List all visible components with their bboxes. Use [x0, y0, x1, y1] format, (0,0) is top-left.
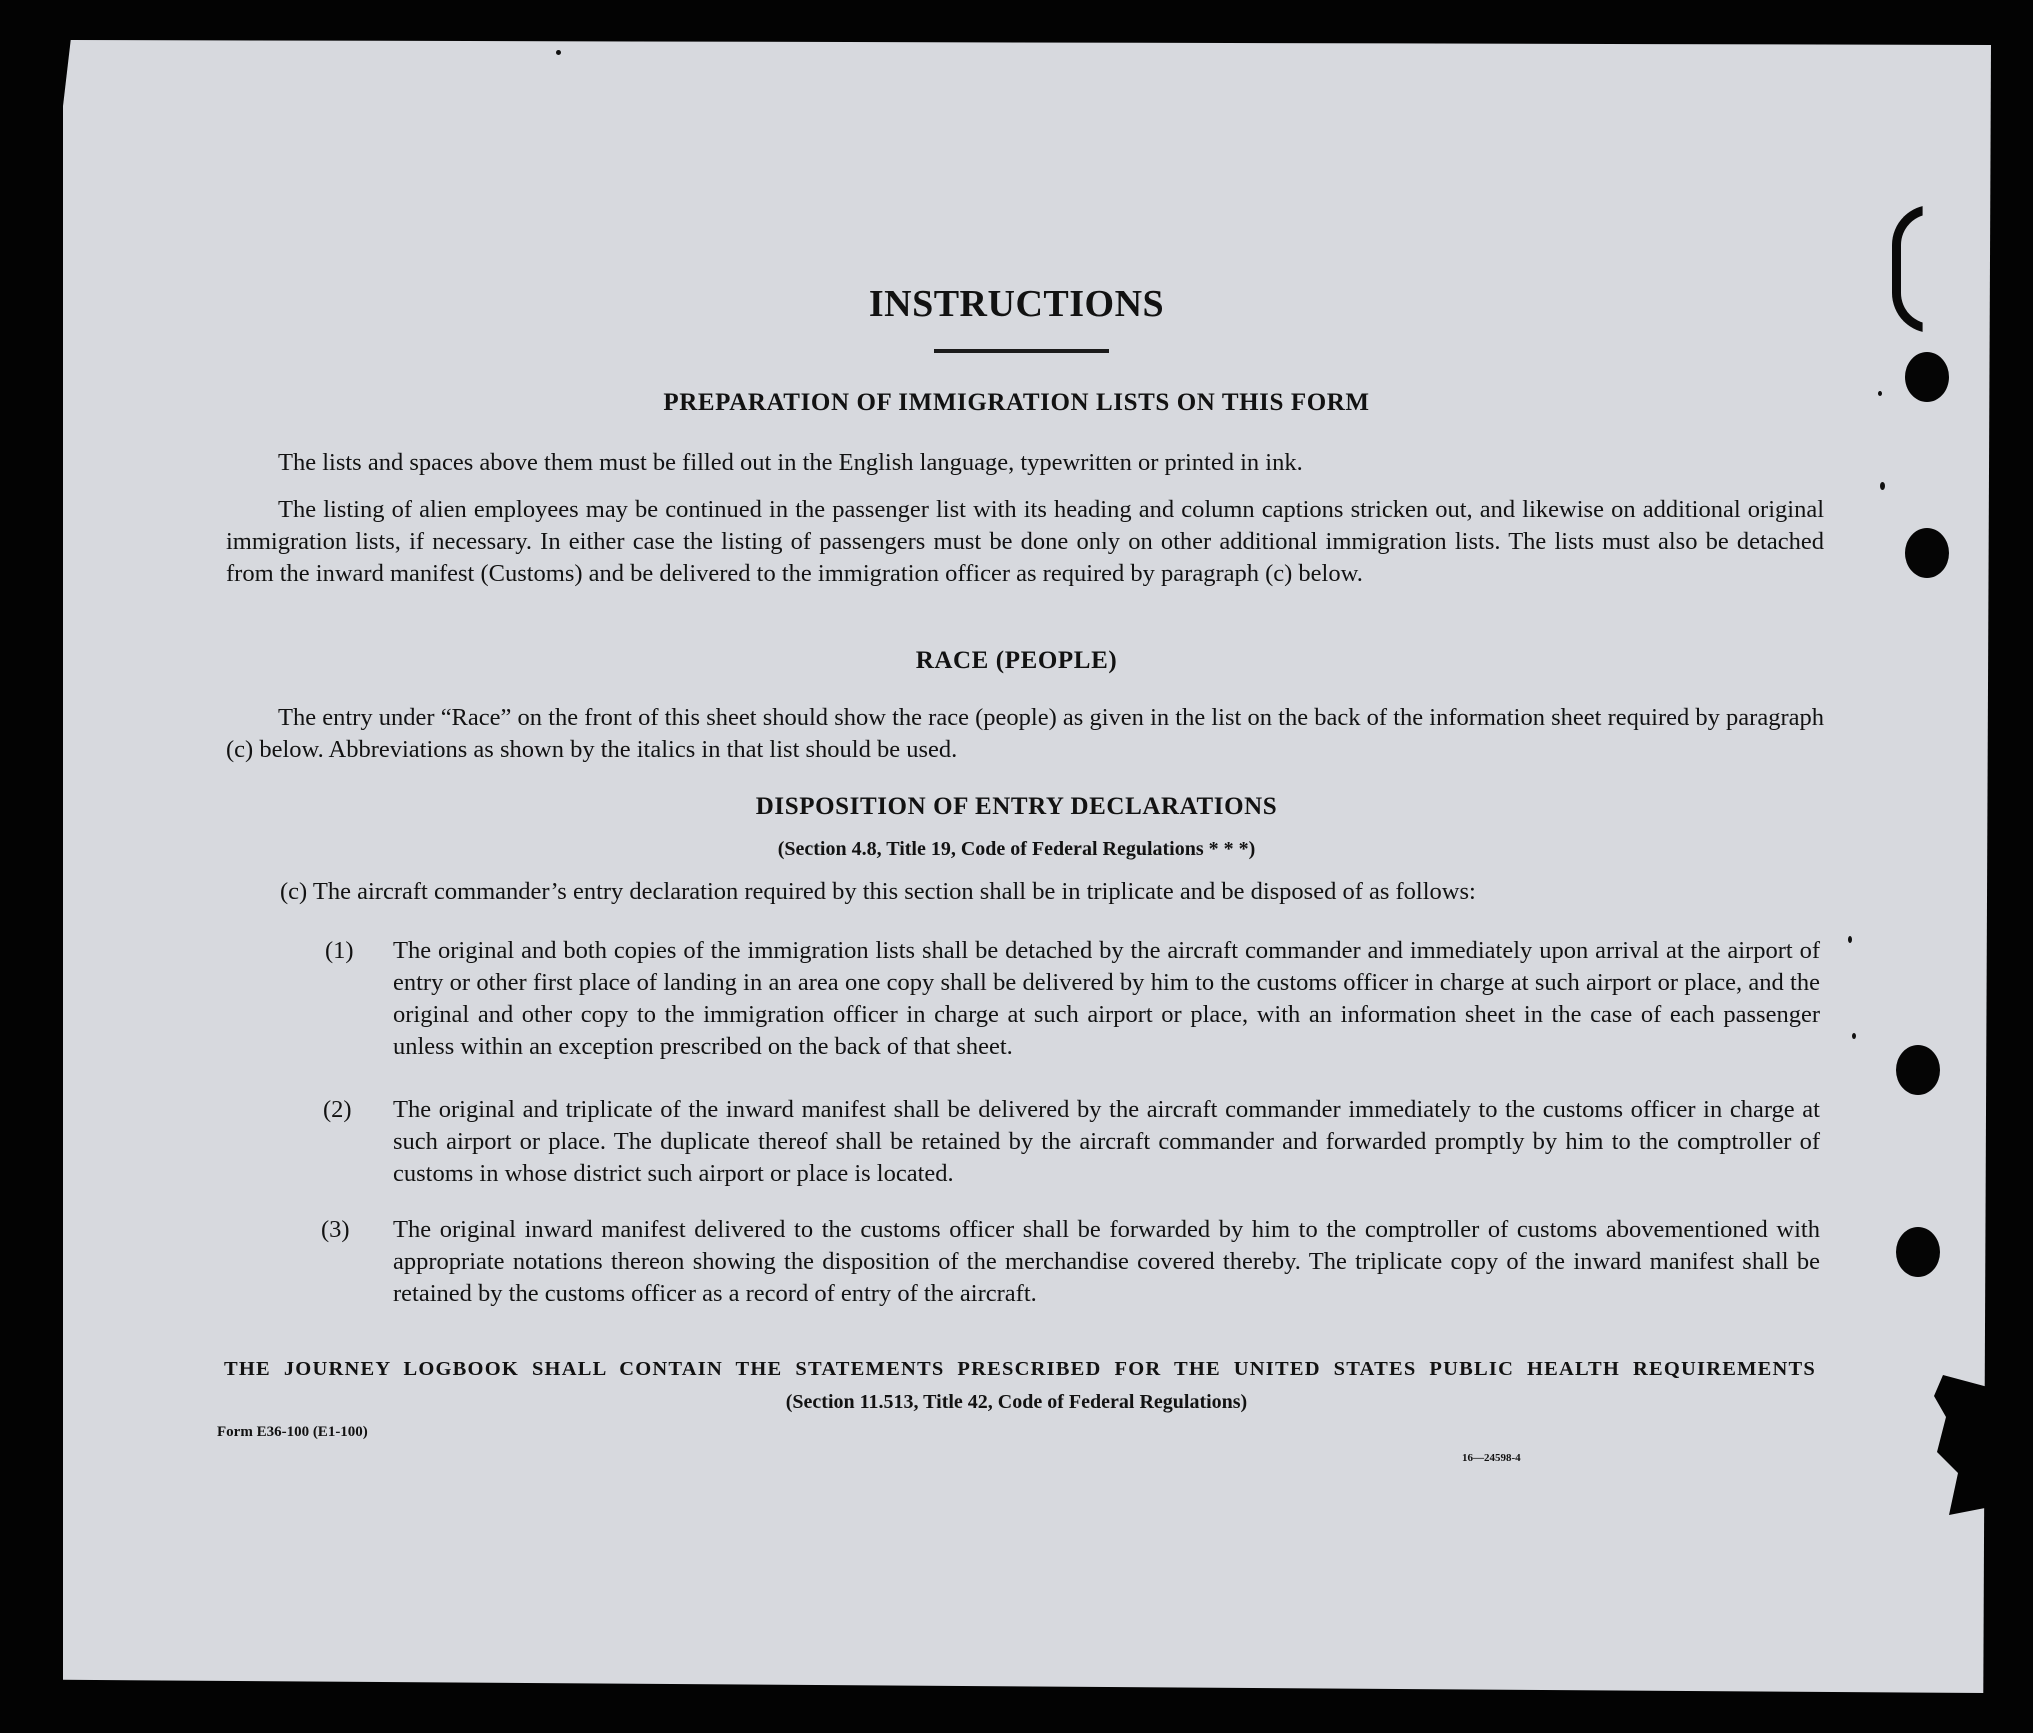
form-number: Form E36-100 (E1-100) [217, 1424, 368, 1440]
punch-hole [1896, 1227, 1940, 1277]
speck [1848, 936, 1852, 943]
list-item [323, 1094, 1820, 1190]
intro-label: (c) [280, 878, 308, 905]
item-text: The original and both copies of the immigration lists shall be detached by the aircraft commander and immediately upon arrival at the airport of entry or other first place of landing in an area one copy shall be delivered by him to the customs officer in charge at such airport or place, and the original and other copy to the immigration officer in charge at such airport or place, with an information sheet in the case of each passenger unless within an exception prescribed on the back of that sheet. [393, 937, 1820, 1060]
paragraph [226, 702, 1824, 766]
section-heading-disposition: DISPOSITION OF ENTRY DECLARATIONS [755, 793, 1278, 820]
section-heading-preparation: PREPARATION OF IMMIGRATION LISTS ON THIS FORM [663, 389, 1370, 416]
paragraph-text: The lists and spaces above them must be filled out in the English language, typewritten or printed in ink. [278, 449, 1303, 476]
paragraph [226, 494, 1824, 590]
intro-paragraph [280, 876, 1820, 908]
section-citation: (Section 4.8, Title 19, Code of Federal Regulations * * *) [777, 838, 1256, 860]
speck [1880, 482, 1885, 490]
health-notice: THE JOURNEY LOGBOOK SHALL CONTAIN THE STATEMENTS PRESCRIBED FOR THE UNITED STATES PUBLIC HEALTH REQUIREMENTS [224, 1358, 1816, 1380]
section-heading-race: RACE (PEOPLE) [915, 647, 1118, 674]
print-code: 16—24598-4 [1462, 1452, 1521, 1464]
speck [1852, 1033, 1856, 1039]
paragraph [226, 447, 1824, 479]
list-item [321, 1214, 1820, 1310]
speck [556, 50, 561, 55]
item-number: (3) [321, 1216, 350, 1243]
item-number: (2) [323, 1096, 352, 1123]
punch-hole [1905, 528, 1949, 578]
paragraph-text: The listing of alien employees may be continued in the passenger list with its heading and column captions stricken out, and likewise on additional original immigration lists, if necessary. In either case the listing of passengers must be done only on other additional immigration lists. The lists must also be detached from the inward manifest (Customs) and be delivered to the immigration officer as required by paragraph (c) below. [226, 496, 1824, 587]
health-citation: (Section 11.513, Title 42, Code of Federal Regulations) [785, 1391, 1248, 1413]
title-divider [934, 349, 1109, 353]
list-item [325, 935, 1820, 1063]
punch-hole [1896, 1045, 1940, 1095]
item-text: The original inward manifest delivered to the customs officer shall be forwarded by him to the comptroller of customs abovementioned with appropriate notations thereon showing the disposition of the merchandise covered thereby. The triplicate copy of the inward manifest shall be retained by the customs officer as a record of entry of the aircraft. [393, 1216, 1820, 1307]
paragraph-text: The entry under “Race” on the front of this sheet should show the race (people) as given in the list on the back of the information sheet required by paragraph (c) below. Abbreviations as shown by the italics in that list should be used. [226, 704, 1824, 763]
page-title: INSTRUCTIONS [868, 283, 1165, 325]
item-number: (1) [325, 937, 354, 964]
item-text: The original and triplicate of the inward manifest shall be delivered by the aircraft commander immediately to the customs officer in charge at such airport or place. The duplicate thereof shall be retained by the aircraft commander and forwarded promptly by him to the comptroller of customs in whose district such airport or place is located. [393, 1096, 1820, 1187]
intro-text: The aircraft commander’s entry declaration required by this section shall be in triplicate and be disposed of as follows: [312, 878, 1476, 905]
